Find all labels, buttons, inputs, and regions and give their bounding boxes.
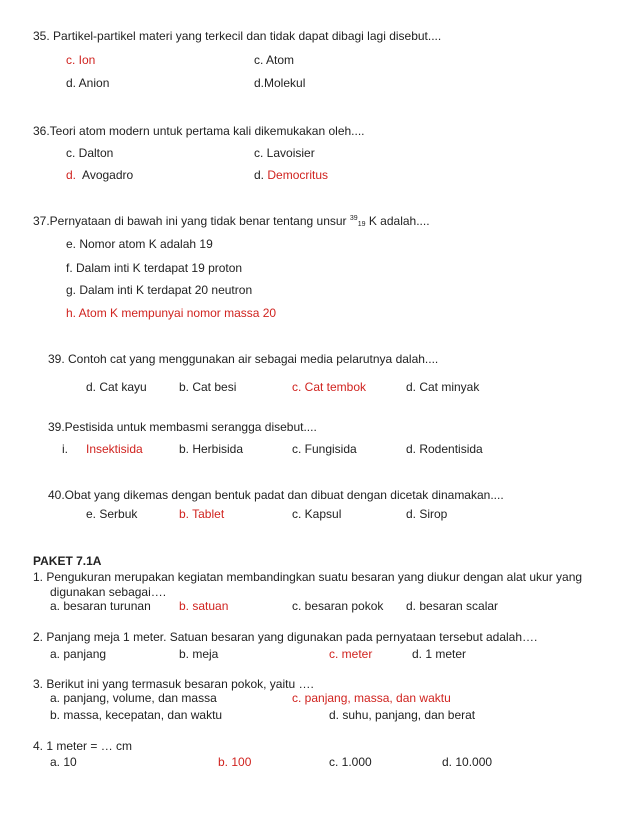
q36-option-democritus xyxy=(254,168,328,182)
paket-question-3-stem: 3. Berikut ini yang termasuk besaran pokok, yaitu …. xyxy=(33,677,314,691)
q35-option-atom: c. Atom xyxy=(254,53,295,67)
p2-option-panjang: a. panjang xyxy=(50,647,107,661)
q39a-option-cat-tembok: c. Cat tembok xyxy=(292,380,367,394)
q39a-option-cat-besi: b. Cat besi xyxy=(179,380,237,394)
q37-option-h: h. Atom K mempunyai nomor massa 20 xyxy=(66,306,277,320)
p3-option-d: d. suhu, panjang, dan berat xyxy=(329,708,476,722)
p3-option-b: b. massa, kecepatan, dan waktu xyxy=(50,708,223,722)
section-title: PAKET 7.1A xyxy=(33,554,102,568)
q36-option-avogadro-text: Avogadro xyxy=(82,168,134,182)
q39a-option-cat-minyak: d. Cat minyak xyxy=(406,380,480,394)
q39a-option-cat-kayu: d. Cat kayu xyxy=(86,380,147,394)
q36-option-lavoisier: c. Lavoisier xyxy=(254,146,315,160)
q37-atomic-number: 19 xyxy=(357,221,366,228)
paket-question-2-stem: 2. Panjang meja 1 meter. Satuan besaran yang digunakan pada pernyataan tersebut adalah…. xyxy=(33,630,538,644)
q39b-option-fungisida: c. Fungisida xyxy=(292,442,357,456)
p1-option-besaran-pokok: c. besaran pokok xyxy=(292,599,384,613)
p2-option-1-meter: d. 1 meter xyxy=(412,647,467,661)
p2-option-meter: c. meter xyxy=(329,647,373,661)
q39b-option-rodentisida: d. Rodentisida xyxy=(406,442,483,456)
q37-option-g: g. Dalam inti K terdapat 20 neutron xyxy=(66,283,253,297)
q39b-option-insektisida: Insektisida xyxy=(86,442,143,456)
question-36-stem: 36.Teori atom modern untuk pertama kali dikemukakan oleh.... xyxy=(33,124,365,138)
q37-option-f: f. Dalam inti K terdapat 19 proton xyxy=(66,261,243,275)
q40-option-serbuk: e. Serbuk xyxy=(86,507,138,521)
q36-option-avogadro xyxy=(66,168,133,182)
p3-option-c: c. panjang, massa, dan waktu xyxy=(292,691,451,705)
p4-option-100: b. 100 xyxy=(218,755,252,769)
p3-option-a: a. panjang, volume, dan massa xyxy=(50,691,217,705)
question-40-stem: 40.Obat yang dikemas dengan bentuk padat dan dibuat dengan dicetak dinamakan.... xyxy=(48,488,504,502)
p4-option-10: a. 10 xyxy=(50,755,77,769)
p2-option-meja: b. meja xyxy=(179,647,219,661)
q36-option-avogadro-letter: d. xyxy=(66,168,77,182)
q35-option-ion: c. Ion xyxy=(66,53,96,67)
question-37-stem xyxy=(33,214,430,231)
q40-option-kapsul: c. Kapsul xyxy=(292,507,342,521)
question-39b-stem: 39.Pestisida untuk membasmi serangga disebut.... xyxy=(48,420,317,434)
question-39a-stem: 39. Contoh cat yang menggunakan air sebagai media pelarutnya dalah.... xyxy=(48,352,439,366)
q37-mass-number: 39 xyxy=(349,215,358,222)
q40-option-sirop: d. Sirop xyxy=(406,507,448,521)
paket-question-1-stem-cont: digunakan sebagai…. xyxy=(50,585,167,599)
q36-option-democritus-text: Democritus xyxy=(267,168,329,182)
q40-option-tablet: b. Tablet xyxy=(179,507,225,521)
q39b-option-herbisida: b. Herbisida xyxy=(179,442,244,456)
p1-option-besaran-turunan: a. besaran turunan xyxy=(50,599,151,613)
paket-question-4-stem: 4. 1 meter = … cm xyxy=(33,739,133,753)
q37-stem-suffix: K adalah.... xyxy=(368,214,430,228)
p4-option-1000: c. 1.000 xyxy=(329,755,372,769)
q35-option-molekul: d.Molekul xyxy=(254,76,306,90)
q35-option-anion: d. Anion xyxy=(66,76,110,90)
p4-option-10000: d. 10.000 xyxy=(442,755,493,769)
p1-option-besaran-scalar: d. besaran scalar xyxy=(406,599,499,613)
paket-question-1-stem: 1. Pengukuran merupakan kegiatan membandingkan suatu besaran yang diukur dengan alat ukur yang xyxy=(33,570,583,584)
q37-stem-prefix: 37.Pernyataan di bawah ini yang tidak benar tentang unsur xyxy=(33,214,347,228)
q39b-option-letter: i. xyxy=(62,442,68,456)
question-35-stem: 35. Partikel-partikel materi yang terkecil dan tidak dapat dibagi lagi disebut.... xyxy=(33,29,442,43)
q37-option-e: e. Nomor atom K adalah 19 xyxy=(66,237,213,251)
p1-option-satuan: b. satuan xyxy=(179,599,229,613)
q36-option-democritus-letter: d. xyxy=(254,168,265,182)
q36-option-dalton: c. Dalton xyxy=(66,146,114,160)
